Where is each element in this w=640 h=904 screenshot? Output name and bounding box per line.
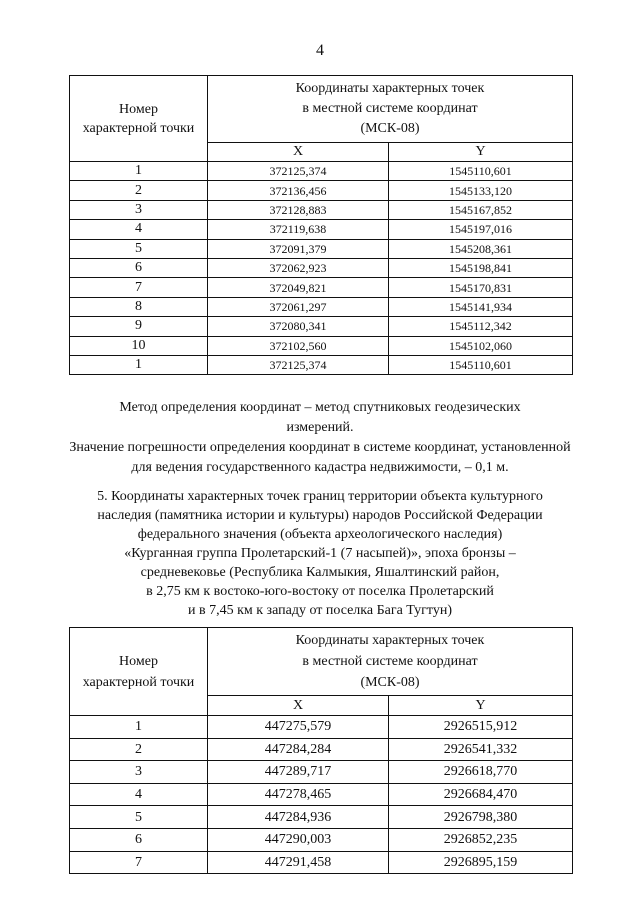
table-row — [70, 783, 573, 806]
section-line: «Курганная группа Пролетарский-1 (7 насыпей)», эпоха бронзы – — [124, 546, 516, 561]
y-coordinate-cell: 2926684,470 — [389, 783, 573, 806]
x-coordinate-cell: 372080,341 — [208, 317, 389, 336]
y-coordinate-cell: 1545141,934 — [389, 297, 573, 316]
header-y: Y — [389, 696, 573, 716]
table-header-row — [70, 628, 573, 696]
table-row — [70, 355, 573, 374]
table-row — [70, 200, 573, 219]
table-row — [70, 181, 573, 200]
y-coordinate-cell: 1545133,120 — [389, 181, 573, 200]
table-body — [70, 162, 573, 375]
table-row — [70, 828, 573, 851]
method-line: измерений. — [286, 420, 354, 435]
point-number-cell: 4 — [70, 220, 208, 239]
section-5-heading — [50, 487, 590, 620]
header-point-line: характерной точки — [82, 674, 195, 690]
y-coordinate-cell: 1545102,060 — [389, 336, 573, 355]
header-coords-line: Координаты характерных точек — [295, 633, 485, 648]
header-coords-line: в местной системе координат — [302, 101, 478, 116]
x-coordinate-cell: 447284,284 — [208, 738, 389, 761]
table-row — [70, 317, 573, 336]
table-row — [70, 336, 573, 355]
header-point-line: характерной точки — [82, 120, 195, 136]
header-point-line: Номер — [119, 101, 158, 117]
table-row — [70, 258, 573, 277]
y-coordinate-cell: 2926515,912 — [389, 716, 573, 739]
table-row — [70, 851, 573, 874]
section-line: федерального значения (объекта археологического наследия) — [137, 527, 503, 542]
table-row — [70, 278, 573, 297]
y-coordinate-cell: 1545208,361 — [389, 239, 573, 258]
table-body — [70, 716, 573, 874]
x-coordinate-cell: 447289,717 — [208, 761, 389, 784]
point-number-cell: 6 — [70, 828, 208, 851]
method-text-block — [40, 398, 600, 478]
point-number-cell: 7 — [70, 278, 208, 297]
y-coordinate-cell: 2926541,332 — [389, 738, 573, 761]
header-coords-line: (МСК-08) — [360, 675, 420, 690]
y-coordinate-cell: 1545167,852 — [389, 200, 573, 219]
accuracy-line: Значение погрешности определения координат в системе координат, установленной — [69, 440, 571, 455]
x-coordinate-cell: 447275,579 — [208, 716, 389, 739]
table-row — [70, 806, 573, 829]
table-row — [70, 297, 573, 316]
section-line: и в 7,45 км к западу от поселка Бага Тугтун) — [187, 603, 452, 618]
section-line: 5. Координаты характерных точек границ территории объекта культурного — [97, 489, 543, 504]
point-number-cell: 3 — [70, 761, 208, 784]
header-coords-line: в местной системе координат — [302, 654, 478, 669]
point-number-cell: 1 — [70, 716, 208, 739]
header-coords-line: Координаты характерных точек — [295, 81, 485, 96]
point-number-cell: 9 — [70, 317, 208, 336]
y-coordinate-cell: 2926895,159 — [389, 851, 573, 874]
point-number-cell: 4 — [70, 783, 208, 806]
x-coordinate-cell: 372136,456 — [208, 181, 389, 200]
x-coordinate-cell: 447291,458 — [208, 851, 389, 874]
accuracy-line: для ведения государственного кадастра недвижимости, – 0,1 м. — [131, 460, 509, 475]
y-coordinate-cell: 2926852,235 — [389, 828, 573, 851]
point-number-cell: 5 — [70, 239, 208, 258]
point-number-cell: 1 — [70, 162, 208, 181]
y-coordinate-cell: 1545197,016 — [389, 220, 573, 239]
point-number-cell: 2 — [70, 738, 208, 761]
header-point-line: Номер — [119, 653, 158, 669]
y-coordinate-cell: 1545110,601 — [389, 162, 573, 181]
y-coordinate-cell: 1545198,841 — [389, 258, 573, 277]
point-number-cell: 3 — [70, 200, 208, 219]
x-coordinate-cell: 372091,379 — [208, 239, 389, 258]
section-line: средневековье (Республика Калмыкия, Яшалтинский район, — [140, 565, 500, 580]
x-coordinate-cell: 372125,374 — [208, 355, 389, 374]
header-coordinates — [208, 76, 573, 143]
point-number-cell: 6 — [70, 258, 208, 277]
method-line: Метод определения координат – метод спутниковых геодезических — [119, 400, 521, 415]
table-row — [70, 220, 573, 239]
point-number-cell: 1 — [70, 355, 208, 374]
coordinates-table-2 — [69, 627, 573, 874]
y-coordinate-cell: 2926798,380 — [389, 806, 573, 829]
section-line: наследия (памятника истории и культуры) народов Российской Федерации — [97, 508, 543, 523]
table-header-row — [70, 76, 573, 143]
x-coordinate-cell: 372125,374 — [208, 162, 389, 181]
x-coordinate-cell: 372062,923 — [208, 258, 389, 277]
y-coordinate-cell: 2926618,770 — [389, 761, 573, 784]
point-number-cell: 2 — [70, 181, 208, 200]
section-line: в 2,75 км к востоко-юго-востоку от поселка Пролетарский — [146, 584, 494, 599]
header-point-number — [70, 628, 208, 716]
x-coordinate-cell: 372049,821 — [208, 278, 389, 297]
header-coords-line: (МСК-08) — [360, 121, 420, 136]
point-number-cell: 5 — [70, 806, 208, 829]
y-coordinate-cell: 1545170,831 — [389, 278, 573, 297]
y-coordinate-cell: 1545110,601 — [389, 355, 573, 374]
header-point-number — [70, 76, 208, 162]
header-coordinates — [208, 628, 573, 696]
table-row — [70, 239, 573, 258]
point-number-cell: 10 — [70, 336, 208, 355]
x-coordinate-cell: 372128,883 — [208, 200, 389, 219]
y-coordinate-cell: 1545112,342 — [389, 317, 573, 336]
point-number-cell: 7 — [70, 851, 208, 874]
x-coordinate-cell: 372119,638 — [208, 220, 389, 239]
header-y: Y — [389, 143, 573, 162]
x-coordinate-cell: 447278,465 — [208, 783, 389, 806]
x-coordinate-cell: 372061,297 — [208, 297, 389, 316]
coordinates-table-1 — [69, 75, 573, 375]
header-x: X — [208, 696, 389, 716]
table-row — [70, 162, 573, 181]
table-row — [70, 716, 573, 739]
table-row — [70, 761, 573, 784]
table-row — [70, 738, 573, 761]
page-number: 4 — [316, 42, 324, 59]
x-coordinate-cell: 447290,003 — [208, 828, 389, 851]
header-x: X — [208, 143, 389, 162]
x-coordinate-cell: 372102,560 — [208, 336, 389, 355]
point-number-cell: 8 — [70, 297, 208, 316]
x-coordinate-cell: 447284,936 — [208, 806, 389, 829]
